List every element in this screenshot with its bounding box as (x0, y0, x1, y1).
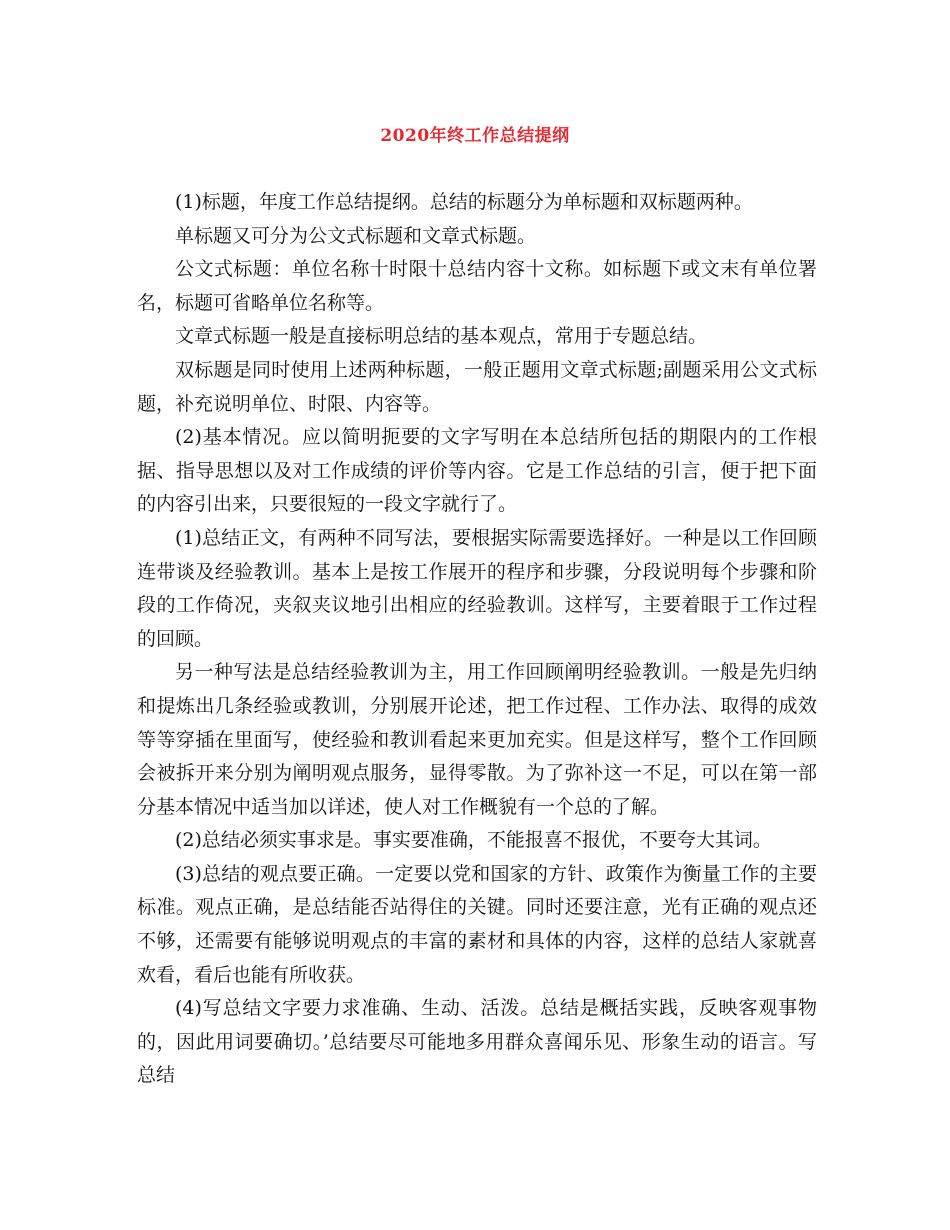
paragraph: (1)标题，年度工作总结提纲。总结的标题分为单标题和双标题两种。 (175, 191, 753, 213)
paragraph: 文章式标题一般是直接标明总结的基本观点，常用于专题总结。 (175, 325, 708, 348)
paragraph: (3)总结的观点要正确。一定要以党和国家的方针、政策作为衡量工作的主要标准。观点正确，是总结能否站得住的关键。同时还要注意，光有正确的观点还不够，还需要有能够说明观点的丰富的素材和具体的内容，这样的总结人家就喜欢看，看后也能有所收获。 (137, 862, 817, 986)
document-body (137, 186, 817, 1093)
paragraph: 公文式标题：单位名称十时限十总结内容十文称。如标题下或文末有单位署名，标题可省略单位名称等。 (137, 258, 817, 314)
paragraph: (4)写总结文字要力求准确、生动、活泼。总结是概括实践，反映客观事物的，因此用词要确切。’总结要尽可能地多用群众喜闻乐见、形象生动的语言。写总结 (137, 997, 817, 1087)
paragraph: 另一种写法是总结经验教训为主，用工作回顾阐明经验教训。一般是先归纳和提炼出几条经验或教训，分别展开论述，把工作过程、工作办法、取得的成效等等穿插在里面写，使经验和教训看起来更加充实。但是这样写，整个工作回顾会被拆开来分别为阐明观点服务，显得零散。为了弥补这一不足，可以在第一部分基本情况中适当加以详述，使人对工作概貌有一个总的了解。 (137, 661, 817, 818)
paragraph: (2)总结必须实事求是。事实要准确，不能报喜不报优，不要夸大其词。 (175, 829, 772, 852)
paragraph: (2)基本情况。应以简明扼要的文字写明在本总结所包括的期限内的工作根据、指导思想以及对工作成绩的评价等内容。它是工作总结的引言，便于把下面的内容引出来，只要很短的一段文字就行了。 (137, 426, 817, 516)
paragraph: 单标题又可分为公文式标题和文章式标题。 (175, 224, 537, 247)
paragraph: 双标题是同时使用上述两种标题，一般正题用文章式标题;副题采用公文式标题，补充说明单位、时限、内容等。 (137, 358, 817, 415)
paragraph: (1)总结正文，有两种不同写法，要根据实际需要选择好。一种是以工作回顾连带谈及经验教训。基本上是按工作展开的程序和步骤，分段说明每个步骤和阶段的工作倚况，夹叙夹议地引出相应的经验教训。这样写，主要着眼于工作过程的回顾。 (137, 526, 817, 650)
document-title: 2020年终工作总结提纲 (380, 126, 570, 146)
